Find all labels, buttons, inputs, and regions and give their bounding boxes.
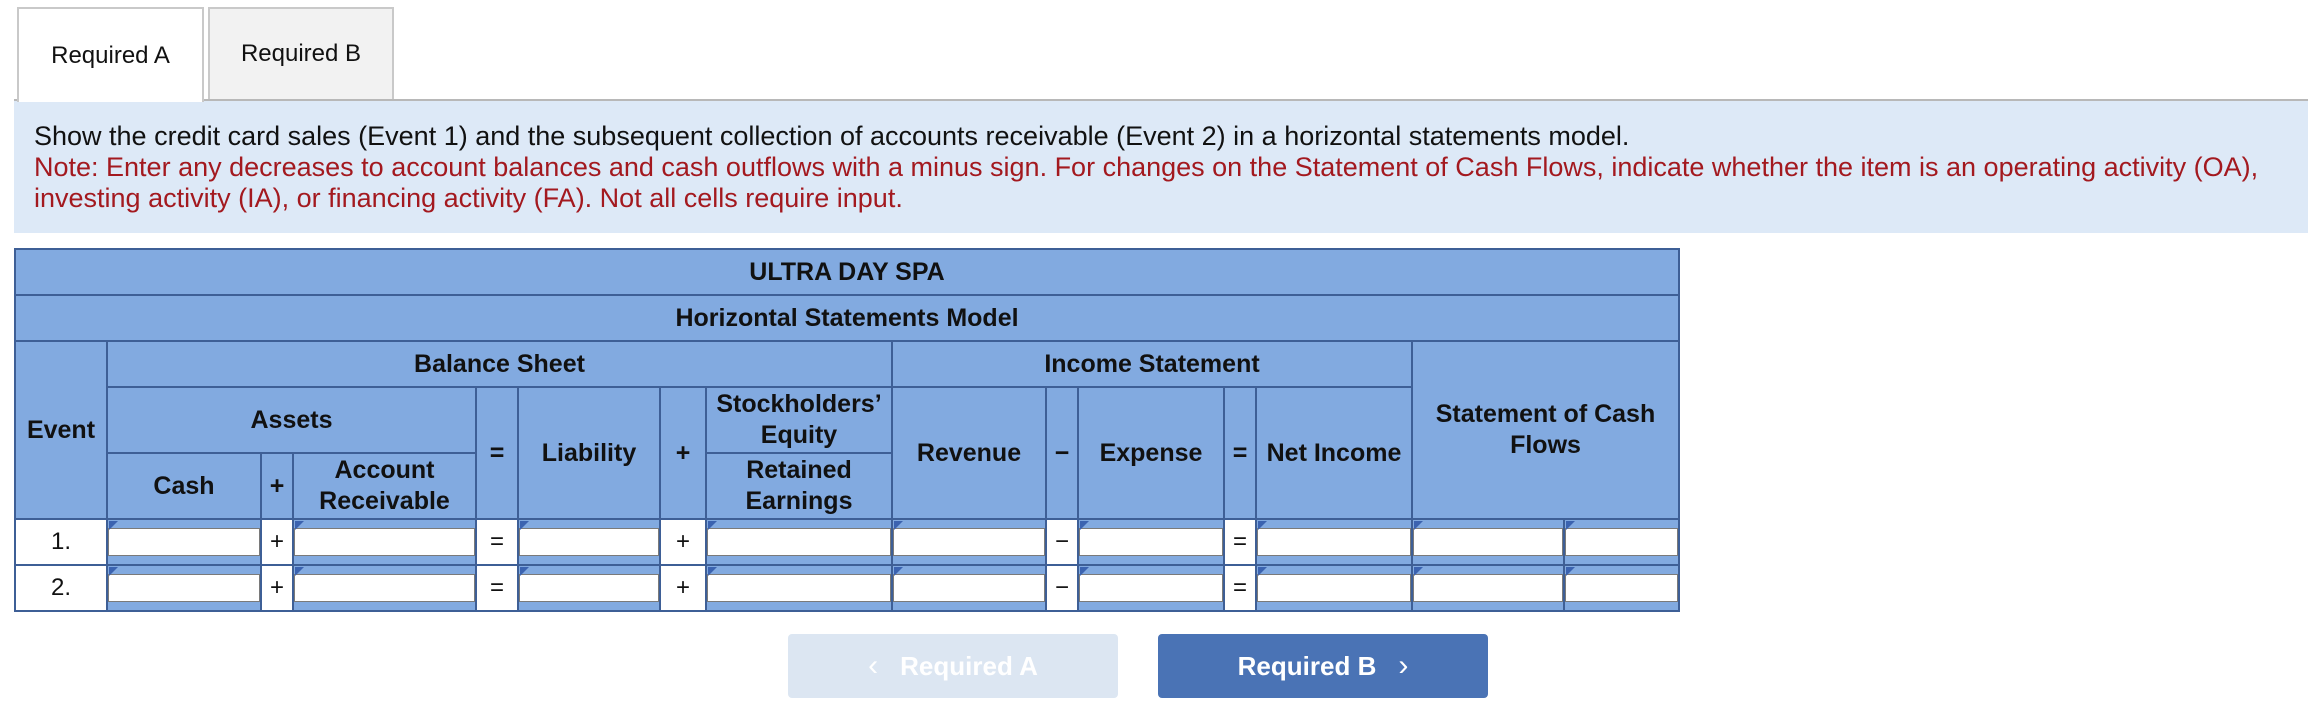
revenue-cell (892, 519, 1046, 565)
event-header: Event (15, 341, 107, 519)
cash-flows-header: Statement of Cash Flows (1412, 341, 1679, 519)
revenue-cell (892, 565, 1046, 611)
expense-header: Expense (1078, 387, 1224, 519)
account-receivable-header: Account Receivable (293, 453, 476, 519)
retained-earnings-input[interactable] (707, 528, 891, 556)
plus-operator: + (261, 519, 293, 565)
income-statement-header: Income Statement (892, 341, 1412, 387)
minus-operator: − (1046, 387, 1078, 519)
minus-operator: − (1046, 519, 1078, 565)
tab-required-b[interactable]: Required B (208, 7, 394, 99)
instructions-panel (14, 101, 2308, 233)
tab-bar (0, 0, 2322, 100)
next-button-label: Required B (1237, 650, 1377, 681)
expense-input[interactable] (1079, 528, 1223, 556)
stockholders-equity-header: Stockholders’ Equity (706, 387, 892, 453)
cash-flow-amount-cell (1412, 519, 1564, 565)
revenue-input[interactable] (893, 528, 1045, 556)
cash-flow-amount-input[interactable] (1413, 528, 1563, 556)
liability-cell (518, 519, 660, 565)
equals-operator: = (476, 387, 518, 519)
assets-header: Assets (107, 387, 476, 453)
retained-earnings-cell (706, 519, 892, 565)
account-receivable-input[interactable] (294, 528, 475, 556)
retained-earnings-input[interactable] (707, 574, 891, 602)
event-number: 2. (15, 565, 107, 611)
revenue-header: Revenue (892, 387, 1046, 519)
net-income-header: Net Income (1256, 387, 1412, 519)
cash-flow-amount-cell (1412, 565, 1564, 611)
revenue-input[interactable] (893, 574, 1045, 602)
tab-required-a[interactable]: Required A (17, 7, 204, 102)
cash-cell (107, 565, 261, 611)
equals-operator: = (1224, 565, 1256, 611)
net-income-cell (1256, 519, 1412, 565)
expense-cell (1078, 565, 1224, 611)
account-receivable-cell (293, 519, 476, 565)
expense-cell (1078, 519, 1224, 565)
net-income-input[interactable] (1257, 528, 1411, 556)
equals-operator: = (476, 565, 518, 611)
liability-input[interactable] (519, 574, 659, 602)
net-income-cell (1256, 565, 1412, 611)
event-number: 1. (15, 519, 107, 565)
company-name: ULTRA DAY SPA (15, 249, 1679, 295)
cash-input[interactable] (108, 528, 260, 556)
chevron-left-icon: ‹ (868, 649, 879, 682)
liability-input[interactable] (519, 528, 659, 556)
table-row (15, 565, 1679, 611)
cash-flow-activity-input[interactable] (1565, 574, 1678, 602)
cash-flow-activity-cell (1564, 565, 1679, 611)
table-row (15, 519, 1679, 565)
cash-flow-activity-cell (1564, 519, 1679, 565)
plus-operator: + (660, 519, 706, 565)
instructions-note: Note: Enter any decreases to account balances and cash outflows with a minus sign. For changes on the Statement of Cash Flows, indicate whether the item is an operating activity (OA), investing activity (IA), or financing activity (FA). Not all cells require input. (34, 152, 2259, 213)
liability-header: Liability (518, 387, 660, 519)
retained-earnings-header: Retained Earnings (706, 453, 892, 519)
balance-sheet-header: Balance Sheet (107, 341, 892, 387)
minus-operator: − (1046, 565, 1078, 611)
liability-cell (518, 565, 660, 611)
chevron-right-icon: › (1398, 649, 1409, 682)
account-receivable-input[interactable] (294, 574, 475, 602)
cash-flow-activity-input[interactable] (1565, 528, 1678, 556)
plus-operator: + (261, 565, 293, 611)
equals-operator: = (1224, 519, 1256, 565)
cash-flow-amount-input[interactable] (1413, 574, 1563, 602)
expense-input[interactable] (1079, 574, 1223, 602)
cash-cell (107, 519, 261, 565)
equals-operator: = (1224, 387, 1256, 519)
cash-input[interactable] (108, 574, 260, 602)
net-income-input[interactable] (1257, 574, 1411, 602)
account-receivable-cell (293, 565, 476, 611)
prev-button-label: Required A (900, 650, 1038, 681)
prev-required-a-button[interactable] (788, 634, 1118, 698)
cash-header: Cash (107, 453, 261, 519)
next-required-b-button[interactable] (1158, 634, 1488, 698)
table-subtitle: Horizontal Statements Model (15, 295, 1679, 341)
retained-earnings-cell (706, 565, 892, 611)
instructions-text: Show the credit card sales (Event 1) and the subsequent collection of accounts receivable (Event 2) in a horizontal statements model. (34, 121, 1630, 151)
plus-operator: + (261, 453, 293, 519)
plus-operator: + (660, 387, 706, 519)
plus-operator: + (660, 565, 706, 611)
horizontal-statements-table (14, 248, 1680, 612)
equals-operator: = (476, 519, 518, 565)
